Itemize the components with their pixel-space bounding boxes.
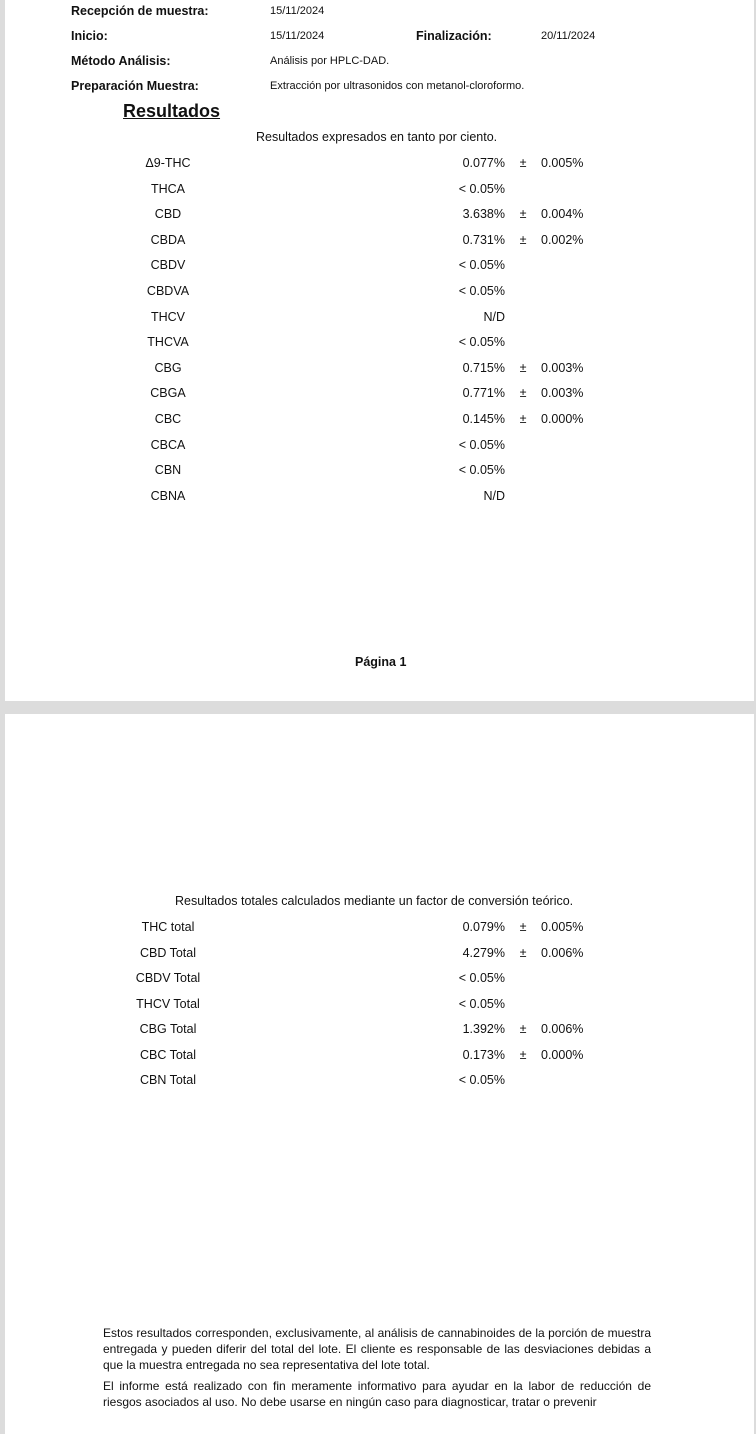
analyte-uncertainty: 0.000% <box>541 412 584 426</box>
plus-minus-icon: ± <box>519 386 527 401</box>
analyte-value: 0.079% <box>462 920 505 934</box>
analyte-uncertainty: 0.006% <box>541 945 584 960</box>
analyte-value: < 0.05% <box>458 437 505 452</box>
analyte-name: CBD <box>154 207 182 222</box>
plus-minus-icon: ± <box>519 945 527 960</box>
method-value: Análisis por HPLC-DAD. <box>270 55 390 67</box>
analyte-name: THCV Total <box>136 996 200 1011</box>
disclaimer-paragraph-1: Estos resultados corresponden, exclusivamente, al análisis de cannabinoides de la porción de muestra entregada y pueden diferir del total del lote. El cliente es responsable de las desviaciones debidas a que la muestra entregada no sea representativa del lote total. <box>103 1326 651 1372</box>
prep-label: Preparación Muestra: <box>71 79 199 93</box>
page-number: Página 1 <box>355 655 407 669</box>
analyte-uncertainty: 0.005% <box>541 920 584 934</box>
analyte-name: CBNA <box>150 488 186 503</box>
analyte-name: CBD Total <box>139 945 197 960</box>
analyte-name: Δ9-THC <box>145 156 191 170</box>
analyte-name: CBDA <box>150 232 186 247</box>
report-page-1 <box>5 0 754 701</box>
plus-minus-icon: ± <box>519 1047 527 1062</box>
prep-value: Extracción por ultrasonidos con metanol-cloroformo. <box>270 80 525 92</box>
analyte-value: 0.715% <box>462 360 505 375</box>
disclaimer-paragraph-2: El informe está realizado con fin meramente informativo para ayudar en la labor de reducción de riesgos asociados al uso. No debe usarse en ningún caso para diagnosticar, tratar o prevenir <box>103 1379 651 1409</box>
analyte-value: 3.638% <box>462 207 505 222</box>
analyte-name: CBG Total <box>139 1022 197 1036</box>
method-label: Método Análisis: <box>71 54 171 68</box>
results-subtitle: Resultados expresados en tanto por ciento. <box>256 130 498 144</box>
analyte-name: CBN <box>154 463 182 478</box>
analyte-value: 0.173% <box>462 1047 505 1062</box>
plus-minus-icon: ± <box>519 207 527 222</box>
analyte-name: THCV <box>150 309 186 324</box>
analyte-name: CBGA <box>150 386 186 401</box>
results-title: Resultados <box>123 101 221 121</box>
analyte-value: 1.392% <box>462 1022 505 1036</box>
analyte-value: N/D <box>483 488 505 503</box>
analyte-value: 0.731% <box>462 232 505 247</box>
start-label: Inicio: <box>71 29 108 43</box>
analyte-uncertainty: 0.006% <box>541 1022 584 1036</box>
reception-label: Recepción de muestra: <box>71 4 209 18</box>
plus-minus-icon: ± <box>519 360 527 375</box>
analyte-value: < 0.05% <box>458 463 505 478</box>
analyte-value: 0.771% <box>462 386 505 401</box>
analyte-value: < 0.05% <box>458 1073 505 1087</box>
analyte-uncertainty: 0.003% <box>541 386 584 401</box>
plus-minus-icon: ± <box>519 920 527 934</box>
analyte-name: CBDV Total <box>135 971 201 985</box>
analyte-value: < 0.05% <box>458 181 505 196</box>
analyte-value: < 0.05% <box>458 996 505 1011</box>
analyte-uncertainty: 0.005% <box>541 156 584 170</box>
analyte-value: N/D <box>483 309 505 324</box>
analyte-name: CBDV <box>150 258 186 273</box>
reception-date: 15/11/2024 <box>270 5 325 17</box>
analyte-value: < 0.05% <box>458 971 505 985</box>
analyte-value: 0.077% <box>462 156 505 170</box>
plus-minus-icon: ± <box>519 232 527 247</box>
end-label: Finalización: <box>416 29 492 43</box>
plus-minus-icon: ± <box>519 156 527 170</box>
analyte-uncertainty: 0.000% <box>541 1047 584 1062</box>
analyte-uncertainty: 0.004% <box>541 207 584 222</box>
end-date: 20/11/2024 <box>541 30 596 42</box>
analyte-value: < 0.05% <box>458 258 505 273</box>
analyte-name: CBC Total <box>139 1047 197 1062</box>
totals-subtitle: Resultados totales calculados mediante un factor de conversión teórico. <box>175 894 574 908</box>
analyte-uncertainty: 0.002% <box>541 232 584 247</box>
analyte-name: CBN Total <box>139 1073 197 1087</box>
analyte-name: CBDVA <box>146 284 190 298</box>
analyte-value: 4.279% <box>462 945 505 960</box>
analyte-name: THC total <box>141 920 195 934</box>
analyte-value: < 0.05% <box>458 284 505 298</box>
plus-minus-icon: ± <box>519 412 527 426</box>
start-date: 15/11/2024 <box>270 30 325 42</box>
analyte-name: CBG <box>154 360 182 375</box>
analyte-name: THCA <box>150 181 186 196</box>
report-page-2 <box>5 714 754 1434</box>
analyte-name: THCVA <box>147 335 189 350</box>
analyte-name: CBC <box>154 412 182 426</box>
analyte-value: 0.145% <box>462 412 505 426</box>
plus-minus-icon: ± <box>519 1022 527 1036</box>
analyte-name: CBCA <box>150 437 186 452</box>
analyte-uncertainty: 0.003% <box>541 360 584 375</box>
analyte-value: < 0.05% <box>458 335 505 350</box>
